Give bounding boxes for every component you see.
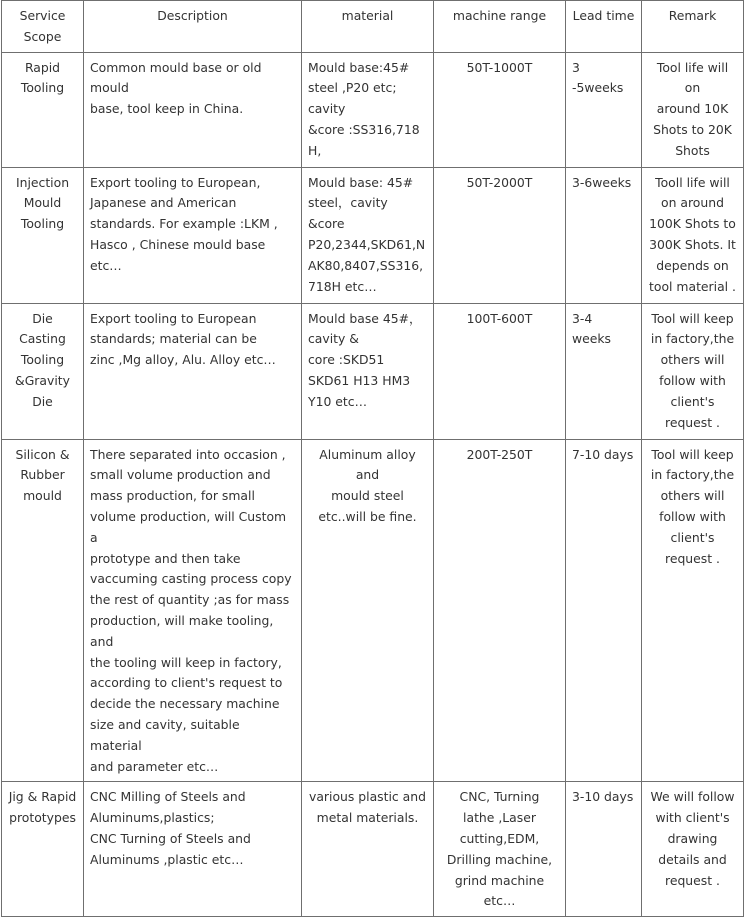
scope-cell: Die Casting Tooling &Gravity Die — [2, 303, 84, 439]
description-cell: Export tooling to European, Japanese and American standards. For example :LKM , Hasco , Chinese mould base etc… — [84, 167, 302, 303]
lead-time-cell: 3 -5weeks — [566, 52, 642, 167]
material-cell: Mould base 45#， cavity & core :SKD51 SKD61 H13 HM3 Y10 etc… — [302, 303, 434, 439]
remark-cell: Tooll life will on around 100K Shots to 300K Shots. It depends on tool material . — [642, 167, 744, 303]
material-cell: various plastic and metal materials. — [302, 782, 434, 917]
material-cell: Mould base: 45# steel，cavity &core P20,2344,SKD61,N AK80,8407,SS316, 718H etc… — [302, 167, 434, 303]
scope-cell: Silicon & Rubber mould — [2, 439, 84, 782]
table-row — [2, 167, 744, 303]
description-cell: Export tooling to European standards; material can be zinc ,Mg alloy, Alu. Alloy etc… — [84, 303, 302, 439]
header-description: Description — [84, 1, 302, 53]
machine-range-cell: 200T-250T — [434, 439, 566, 782]
scope-cell: Jig & Rapid prototypes — [2, 782, 84, 917]
description-cell: Common mould base or old mould base, tool keep in China. — [84, 52, 302, 167]
table-row — [2, 52, 744, 167]
lead-time-cell: 3-10 days — [566, 782, 642, 917]
service-table — [1, 0, 744, 917]
scope-cell: Injection Mould Tooling — [2, 167, 84, 303]
table-row — [2, 439, 744, 782]
material-cell: Aluminum alloy and mould steel etc..will be fine. — [302, 439, 434, 782]
machine-range-cell: CNC, Turning lathe ,Laser cutting,EDM, Drilling machine, grind machine etc… — [434, 782, 566, 917]
lead-time-cell: 3-6weeks — [566, 167, 642, 303]
header-lead-time: Lead time — [566, 1, 642, 53]
machine-range-cell: 50T-1000T — [434, 52, 566, 167]
material-cell: Mould base:45# steel ,P20 etc; cavity &core :SS316,718 H, — [302, 52, 434, 167]
description-cell: There separated into occasion , small volume production and mass production, for small volume production, will Custom a prototype and then take vaccuming casting process copy the rest of quantity ;as for mass production, will make tooling, and the tooling will keep in factory, according to client's request to decide the necessary machine size and cavity, suitable material and parameter etc… — [84, 439, 302, 782]
scope-cell: Rapid Tooling — [2, 52, 84, 167]
remark-cell: Tool life will on around 10K Shots to 20K Shots — [642, 52, 744, 167]
lead-time-cell: 3-4 weeks — [566, 303, 642, 439]
header-row — [2, 1, 744, 53]
table-row — [2, 303, 744, 439]
description-cell: CNC Milling of Steels and Aluminums,plastics; CNC Turning of Steels and Aluminums ,plastic etc… — [84, 782, 302, 917]
lead-time-cell: 7-10 days — [566, 439, 642, 782]
remark-cell: Tool will keep in factory,the others will follow with client's request . — [642, 439, 744, 782]
remark-cell: We will follow with client's drawing details and request . — [642, 782, 744, 917]
table-row — [2, 782, 744, 917]
machine-range-cell: 50T-2000T — [434, 167, 566, 303]
header-service-scope: Service Scope — [2, 1, 84, 53]
machine-range-cell: 100T-600T — [434, 303, 566, 439]
header-remark: Remark — [642, 1, 744, 53]
header-machine-range: machine range — [434, 1, 566, 53]
remark-cell: Tool will keep in factory,the others will follow with client's request . — [642, 303, 744, 439]
header-material: material — [302, 1, 434, 53]
